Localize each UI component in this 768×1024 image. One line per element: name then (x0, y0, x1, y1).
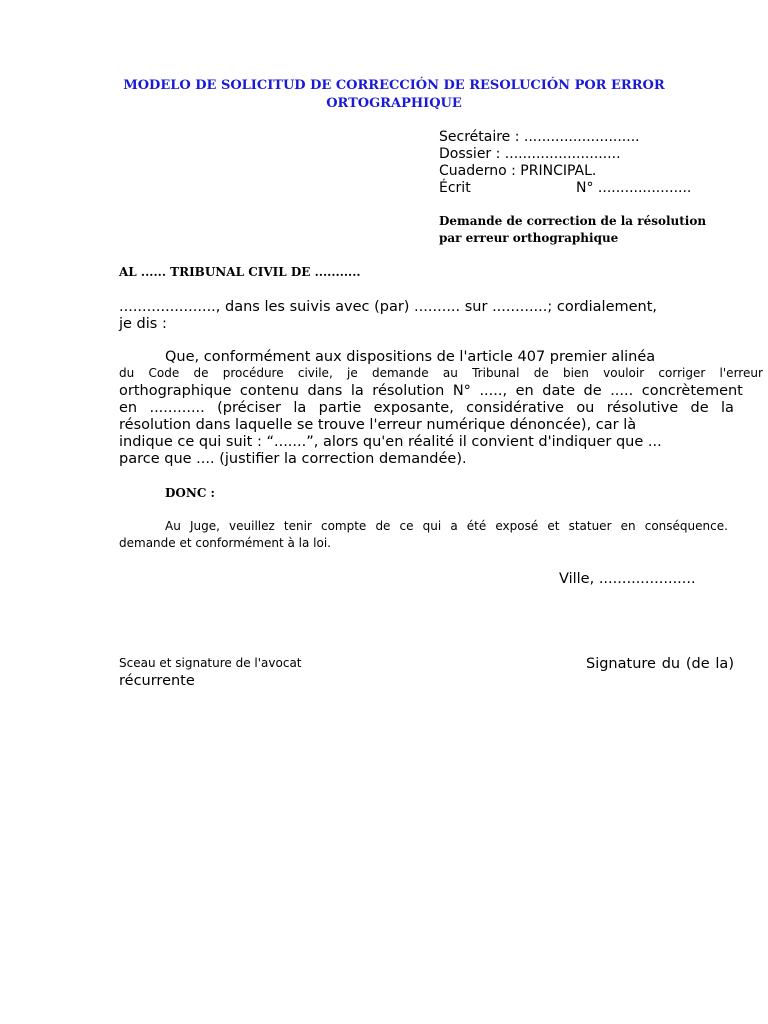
closing-line-1-word: de (375, 519, 391, 533)
place-date: Ville, ..................... (559, 571, 696, 587)
closing-line-2: demande et conformément à la loi. (119, 536, 331, 550)
header-ecrit-number: N° ..................... (576, 180, 692, 196)
paragraph-line-2-word: au (442, 366, 458, 380)
closing-line-1-word: compte (320, 519, 367, 533)
closing-line-1-word: qui (422, 519, 442, 533)
paragraph-line-3-word: ....., (479, 383, 508, 399)
addressee: AL ...... TRIBUNAL CIVIL DE ........... (119, 265, 361, 279)
header-cuaderno: Cuaderno : PRINCIPAL. (439, 163, 597, 179)
paragraph-line-2-word: de (533, 366, 549, 380)
subject-line-1: Demande de correction de la résolution (439, 214, 707, 228)
paragraph-line-2-word: corriger (658, 366, 706, 380)
paragraph-line-4-word: partie (318, 400, 362, 416)
paragraph-line-5: résolution dans laquelle se trouve l'erreur numérique dénoncée), car là (119, 417, 637, 433)
closing-line-1-word: ce (399, 519, 414, 533)
signature-left-line-1: Sceau et signature de l'avocat (119, 656, 302, 670)
signature-right-word: du (661, 656, 681, 672)
closing-line-1-word: a (450, 519, 458, 533)
paragraph-line-3-word: la (350, 383, 364, 399)
closing-line-1-word: statuer (568, 519, 612, 533)
paragraph-line-4-word: la (720, 400, 734, 416)
paragraph-line-4-word: considérative (466, 400, 564, 416)
paragraph-line-4 (119, 400, 734, 417)
closing-line-1-word: Juge, (189, 519, 220, 533)
title-line-2: ORTOGRAPHIQUE (326, 96, 462, 111)
paragraph-line-4-word: ou (576, 400, 595, 416)
signature-left-line-2: récurrente (119, 673, 195, 689)
closing-line-1-word: et (547, 519, 560, 533)
paragraph-line-2-word: vouloir (603, 366, 645, 380)
paragraph-line-3-word: date (542, 383, 575, 399)
header-dossier: Dossier : .......................... (439, 146, 621, 162)
paragraph-line-4-word: résolutive (606, 400, 679, 416)
header-ecrit-label: Écrit (439, 180, 471, 196)
paragraph-line-2-word: je (347, 366, 358, 380)
paragraph-line-3 (119, 383, 743, 400)
signature-right-word: la) (715, 656, 734, 672)
paragraph-line-4-word: en (119, 400, 138, 416)
paragraph-line-3-word: de (583, 383, 602, 399)
paragraph-line-6: indique ce qui suit : “.......”, alors qu'en réalité il convient d'indiquer que ... (119, 434, 662, 450)
paragraph-line-4-word: ............ (149, 400, 205, 416)
paragraph-line-1: Que, conformément aux dispositions de l'article 407 premier alinéa (165, 349, 656, 365)
paragraph-line-2-word: bien (562, 366, 589, 380)
paragraph-line-3-word: ..... (610, 383, 634, 399)
paragraph-line-3-word: N° (452, 383, 471, 399)
donc-heading: DONC : (165, 486, 215, 500)
intro-line-2: je dis : (119, 316, 167, 332)
paragraph-line-2-word: l'erreur (719, 366, 763, 380)
paragraph-line-3-word: orthographique (119, 383, 232, 399)
closing-line-1-word: conséquence. (644, 519, 728, 533)
subject-line-2: par erreur orthographique (439, 231, 619, 245)
paragraph-line-4-word: de (690, 400, 709, 416)
paragraph-line-2-word: Tribunal (472, 366, 520, 380)
paragraph-line-2-word: Code (148, 366, 180, 380)
signature-right (586, 656, 734, 673)
document-title (100, 77, 688, 113)
paragraph-line-3-word: en (515, 383, 534, 399)
paragraph-line-4-word: la (293, 400, 307, 416)
paragraph-line-3-word: concrètement (641, 383, 743, 399)
paragraph-line-2-word: civile, (297, 366, 333, 380)
paragraph-line-4-word: (préciser (217, 400, 281, 416)
signature-right-word: (de (685, 656, 710, 672)
paragraph-line-3-word: dans (307, 383, 343, 399)
paragraph-line-7: parce que .... (justifier la correction demandée). (119, 451, 467, 467)
paragraph-line-4-word: exposante, (373, 400, 454, 416)
closing-line-1-word: Au (165, 519, 181, 533)
closing-line-1-word: tenir (283, 519, 312, 533)
closing-line-1-word: exposé (495, 519, 539, 533)
paragraph-line-2-word: procédure (222, 366, 284, 380)
paragraph-line-2-word: de (193, 366, 209, 380)
paragraph-line-2-word: demande (371, 366, 429, 380)
paragraph-line-2 (119, 366, 763, 381)
paragraph-line-3-word: contenu (239, 383, 299, 399)
closing-line-1-word: été (466, 519, 487, 533)
paragraph-line-2-word: du (119, 366, 135, 380)
closing-line-1-word: veuillez (229, 519, 275, 533)
header-secretaire: Secrétaire : .......................... (439, 129, 640, 145)
title-line-1: MODELO DE SOLICITUD DE CORRECCIÓN DE RESOLUCIÓN POR ERROR (123, 78, 665, 93)
closing-line-1-word: en (620, 519, 636, 533)
signature-right-word: Signature (586, 656, 656, 672)
intro-line-1: ....................., dans les suivis avec (par) .......... sur ............; cordialement, (119, 299, 658, 315)
closing-line-1 (165, 519, 728, 534)
paragraph-line-3-word: résolution (372, 383, 445, 399)
